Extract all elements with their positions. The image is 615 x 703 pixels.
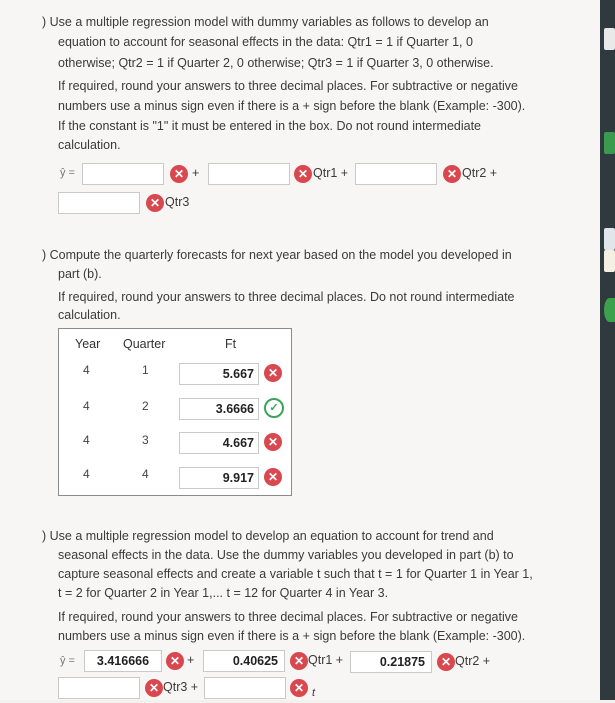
row-3-year: 4 bbox=[83, 433, 90, 447]
row-4-quarter: 4 bbox=[142, 467, 149, 481]
part-b-line-2: equation to account for seasonal effects in the data: Qtr1 = 1 if Quarter 1, 0 bbox=[58, 35, 473, 49]
wrong-icon: ✕ bbox=[264, 468, 282, 486]
qtr1-label-d: Qtr1 + bbox=[308, 653, 344, 667]
background-block bbox=[604, 132, 615, 154]
row-4-year: 4 bbox=[83, 467, 90, 481]
part-b-line-7: calculation. bbox=[58, 138, 121, 152]
part-d-line-1: ) Use a multiple regression model to develop an equation to account for trend and bbox=[42, 529, 494, 543]
row-3-quarter: 3 bbox=[142, 433, 149, 447]
qtr1-label-b: Qtr1 + bbox=[313, 166, 349, 180]
background-window-edge bbox=[600, 0, 615, 700]
qtr2-label-d: Qtr2 + bbox=[455, 654, 491, 668]
qtr2-coef-input-b[interactable] bbox=[355, 163, 437, 185]
t-coef-input-d[interactable] bbox=[204, 677, 286, 699]
part-c-line-1: ) Compute the quarterly forecasts for next year based on the model you developed in bbox=[42, 248, 512, 262]
part-b-line-3: otherwise; Qtr2 = 1 if Quarter 2, 0 otherwise; Qtr3 = 1 if Quarter 3, 0 otherwise. bbox=[58, 56, 494, 70]
qtr3-coef-input-b[interactable] bbox=[58, 192, 140, 214]
wrong-icon: ✕ bbox=[145, 679, 163, 697]
part-d-line-4: t = 2 for Quarter 2 in Year 1,... t = 12 for Quarter 4 in Year 3. bbox=[58, 586, 389, 600]
wrong-icon: ✕ bbox=[166, 652, 184, 670]
ft-input-row-2[interactable]: 3.6666 bbox=[179, 398, 259, 420]
wrong-icon: ✕ bbox=[264, 364, 282, 382]
qtr3-label-b: Qtr3 bbox=[165, 195, 190, 209]
ft-input-row-3[interactable]: 4.667 bbox=[179, 432, 259, 454]
header-ft: Ft bbox=[225, 337, 237, 351]
plus-sign: + bbox=[187, 653, 195, 667]
background-block bbox=[604, 28, 615, 50]
part-b-line-4: If required, round your answers to three decimal places. For subtractive or negative bbox=[58, 79, 518, 93]
constant-input-d[interactable]: 3.416666 bbox=[84, 650, 162, 672]
part-b-line-5: numbers use a minus sign even if there is a + sign before the blank (Example: -300). bbox=[58, 99, 526, 113]
background-block bbox=[604, 250, 615, 272]
part-c-line-4: calculation. bbox=[58, 308, 121, 322]
correct-icon: ✓ bbox=[264, 398, 284, 418]
background-block bbox=[604, 228, 615, 250]
header-quarter: Quarter bbox=[123, 337, 166, 351]
ft-input-row-4[interactable]: 9.917 bbox=[179, 467, 259, 489]
row-2-year: 4 bbox=[83, 399, 90, 413]
ft-input-row-1[interactable]: 5.667 bbox=[179, 363, 259, 385]
wrong-icon: ✕ bbox=[264, 433, 282, 451]
qtr2-label-b: Qtr2 + bbox=[462, 166, 498, 180]
wrong-icon: ✕ bbox=[290, 679, 308, 697]
part-d-line-5: If required, round your answers to three decimal places. For subtractive or negative bbox=[58, 610, 518, 624]
t-label-d: t bbox=[312, 687, 316, 699]
row-1-quarter: 1 bbox=[142, 363, 149, 377]
part-c-line-2: part (b). bbox=[58, 267, 102, 281]
constant-input-b[interactable] bbox=[82, 163, 164, 185]
qtr1-coef-input-d[interactable]: 0.40625 bbox=[203, 650, 285, 672]
part-d-line-2: seasonal effects in the data. Use the dummy variables you developed in part (b) to bbox=[58, 548, 514, 562]
part-d-line-3: capture seasonal effects and create a variable t such that t = 1 for Quarter 1 in Year 1, bbox=[58, 567, 533, 581]
row-1-year: 4 bbox=[83, 363, 90, 377]
qtr3-label-d: Qtr3 + bbox=[163, 680, 199, 694]
qtr3-coef-input-d[interactable] bbox=[58, 677, 140, 699]
part-c-line-3: If required, round your answers to three decimal places. Do not round intermediate bbox=[58, 290, 515, 304]
part-b-line-6: If the constant is "1" it must be entered in the box. Do not round intermediate bbox=[58, 119, 482, 133]
wrong-icon: ✕ bbox=[443, 165, 461, 183]
plus-sign: + bbox=[192, 166, 200, 180]
part-d-line-6: numbers use a minus sign even if there is a + sign before the blank (Example: -300). bbox=[58, 629, 526, 643]
wrong-icon: ✕ bbox=[146, 194, 164, 212]
qtr2-coef-input-d[interactable]: 0.21875 bbox=[350, 651, 432, 673]
header-year: Year bbox=[75, 337, 101, 351]
wrong-icon: ✕ bbox=[294, 165, 312, 183]
yhat-label-d: ŷ = bbox=[60, 655, 75, 667]
yhat-label-b: ŷ = bbox=[60, 167, 75, 179]
wrong-icon: ✕ bbox=[437, 653, 455, 671]
qtr1-coef-input-b[interactable] bbox=[208, 163, 290, 185]
background-block bbox=[604, 298, 615, 322]
row-2-quarter: 2 bbox=[142, 399, 149, 413]
part-b-line-1: ) Use a multiple regression model with dummy variables as follows to develop an bbox=[42, 15, 489, 29]
wrong-icon: ✕ bbox=[290, 652, 308, 670]
wrong-icon: ✕ bbox=[170, 165, 188, 183]
